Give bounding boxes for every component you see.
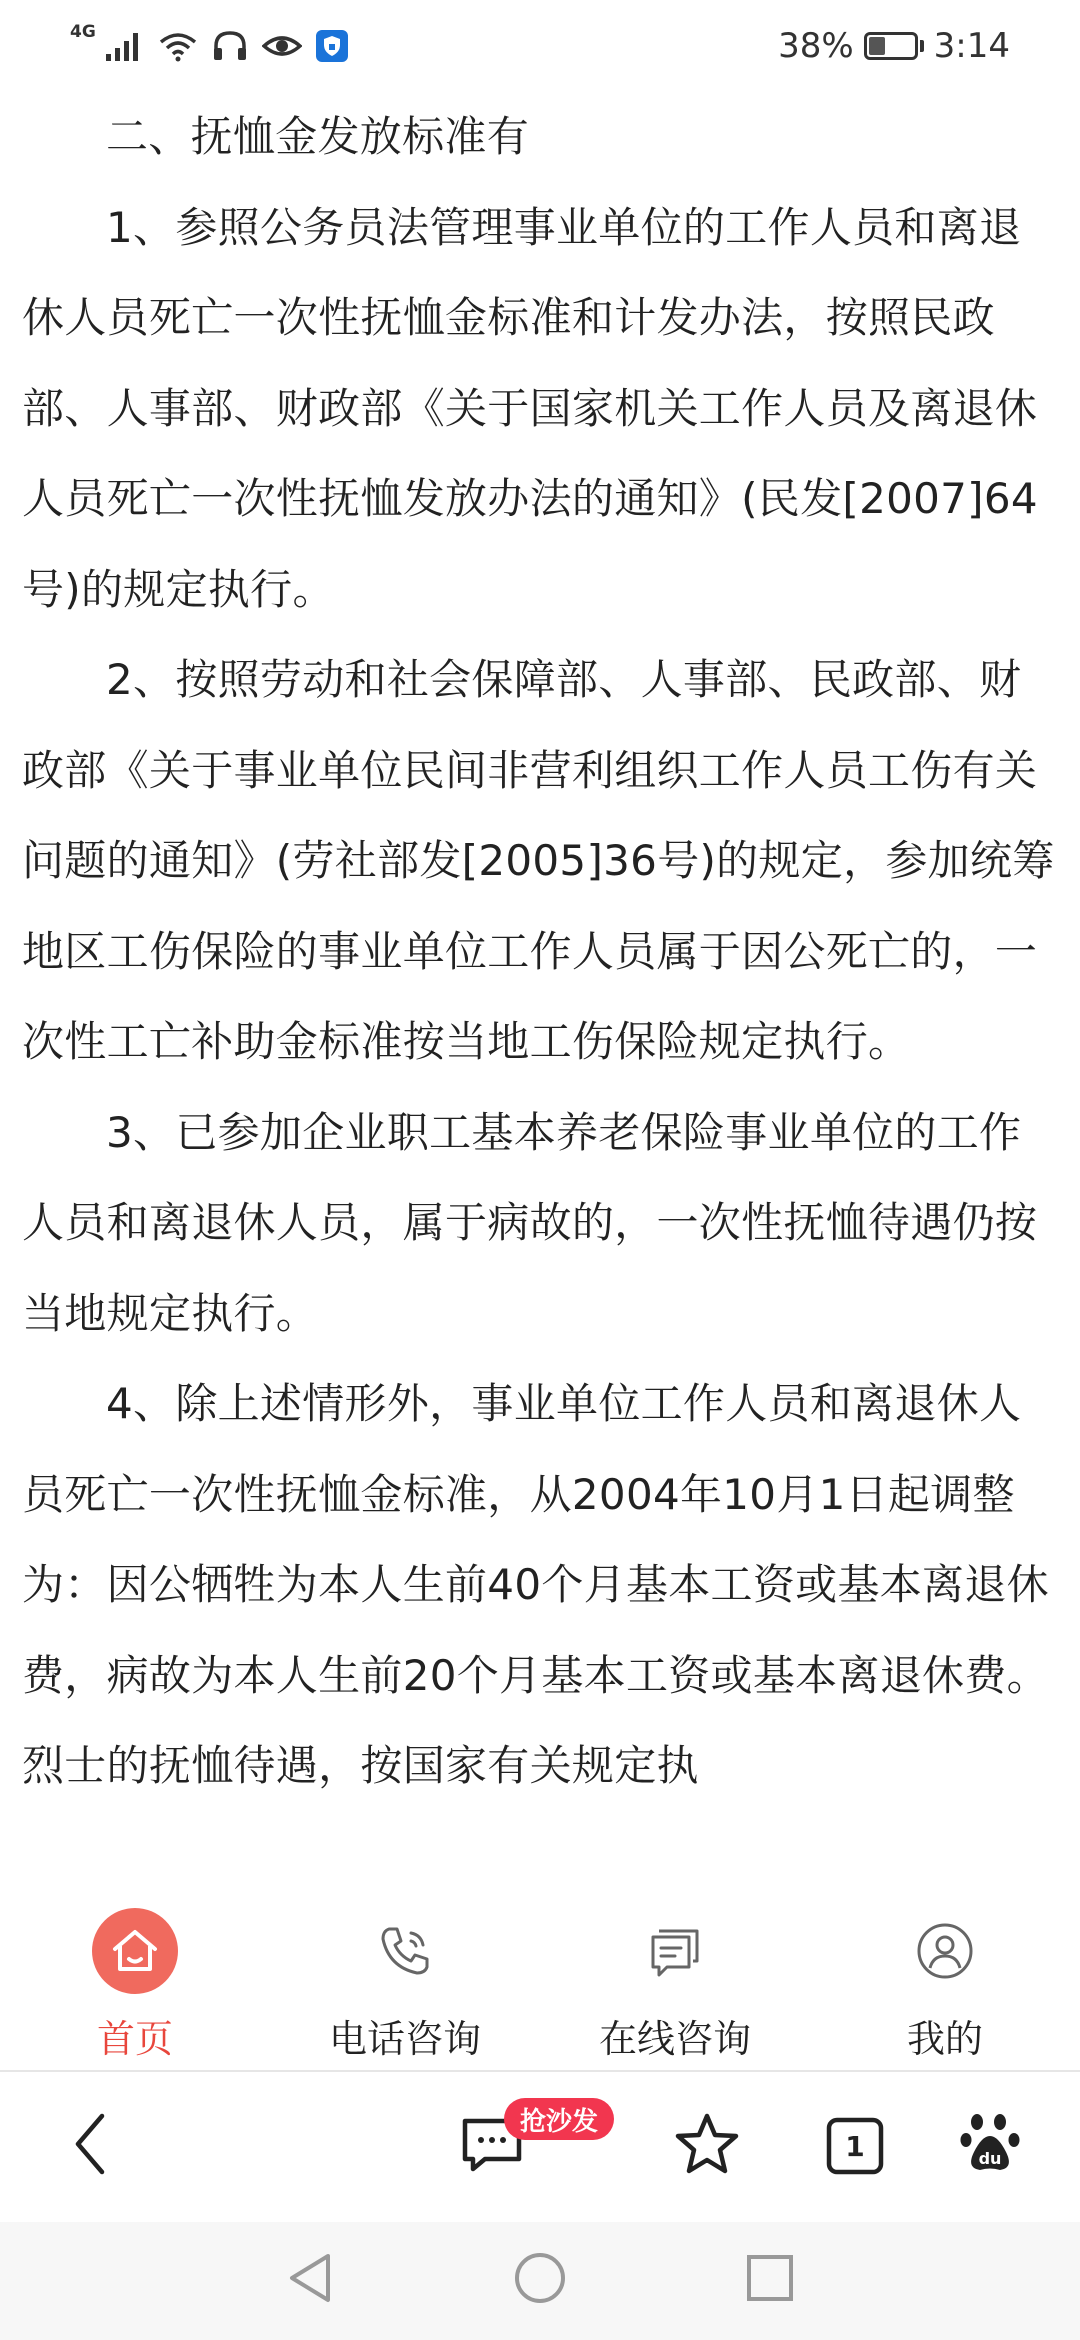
star-icon bbox=[674, 2112, 740, 2180]
tab-home-label: 首页 bbox=[96, 2017, 173, 2061]
battery-percent: 38% bbox=[778, 26, 854, 66]
tab-online-consult-label: 在线咨询 bbox=[598, 2017, 751, 2061]
nav-back-icon bbox=[286, 2252, 334, 2308]
network-type-label: 4G bbox=[70, 22, 96, 42]
article-paragraph-2: 2、按照劳动和社会保障部、人事部、民政部、财政部《关于事业单位民间非营利组织工作人员工伤有关问题的通知》(劳社部发[2005]36号)的规定，参加统筹地区工伤保险的事业单位工作人员属于因公死亡的，一次性工亡补助金标准按当地工伤保险规定执行。 bbox=[22, 655, 1055, 1066]
nav-back-button[interactable] bbox=[280, 2250, 340, 2310]
eye-icon bbox=[262, 30, 302, 62]
headphones-icon bbox=[212, 30, 248, 62]
article-content[interactable] bbox=[0, 92, 1080, 1882]
user-icon bbox=[902, 1908, 988, 1994]
back-icon bbox=[70, 2112, 110, 2180]
article-paragraph-4: 4、除上述情形外，事业单位工作人员和离退休人员死亡一次性抚恤金标准，从2004年10月1日起调整为：因公牺牲为本人生前40个月基本工资或基本离退休费，病故为本人生前20个月基本工资或基本离退休费。烈士的抚恤待遇，按国家有关规定执 bbox=[22, 1379, 1049, 1790]
battery-body bbox=[864, 32, 918, 60]
battery-fill bbox=[869, 37, 886, 55]
wifi-icon bbox=[158, 30, 198, 62]
home-icon bbox=[92, 1908, 178, 1994]
nav-recents-icon bbox=[745, 2253, 795, 2307]
nav-recents-button[interactable] bbox=[740, 2250, 800, 2310]
article-heading: 二、抚恤金发放标准有 bbox=[106, 112, 530, 161]
nav-home-button[interactable] bbox=[510, 2250, 570, 2310]
tab-phone-consult-label: 电话咨询 bbox=[328, 2017, 481, 2061]
baidu-paw-icon bbox=[960, 2112, 1022, 2180]
tab-mine-label: 我的 bbox=[906, 2017, 983, 2061]
tab-mine[interactable] bbox=[810, 1882, 1080, 2070]
battery-tip bbox=[920, 40, 924, 52]
tab-phone-consult[interactable] bbox=[270, 1882, 540, 2070]
article-paragraph-1: 1、参照公务员法管理事业单位的工作人员和离退休人员死亡一次性抚恤金标准和计发办法，按照民政部、人事部、财政部《关于国家机关工作人员及离退休人员死亡一次性抚恤发放办法的通知》(民发[2007]64号)的规定执行。 bbox=[22, 202, 1038, 614]
svg-text:du: du bbox=[978, 2149, 1002, 2168]
status-bar bbox=[0, 0, 1080, 92]
promo-badge[interactable]: 抢沙发 bbox=[504, 2098, 614, 2140]
back-button[interactable] bbox=[60, 2106, 120, 2186]
system-navigation-bar bbox=[0, 2222, 1080, 2340]
favorite-button[interactable] bbox=[672, 2106, 742, 2186]
browser-toolbar bbox=[0, 2072, 1080, 2222]
tab-count: 1 bbox=[845, 2129, 865, 2163]
status-left bbox=[70, 22, 348, 62]
tab-home[interactable] bbox=[0, 1882, 270, 2070]
tab-online-consult[interactable] bbox=[540, 1882, 810, 2070]
baidu-button[interactable] bbox=[958, 2106, 1024, 2186]
battery-icon bbox=[864, 32, 924, 60]
signal-icon bbox=[104, 30, 144, 62]
tabs-icon bbox=[825, 2116, 885, 2176]
article-paragraph-3: 3、已参加企业职工基本养老保险事业单位的工作人员和离退休人员，属于病故的，一次性抚恤待遇仍按当地规定执行。 bbox=[22, 1107, 1038, 1338]
status-right bbox=[778, 26, 1010, 66]
bottom-tab-bar bbox=[0, 1882, 1080, 2072]
nav-home-icon bbox=[513, 2251, 567, 2309]
phone-icon bbox=[362, 1908, 448, 1994]
tabs-button[interactable] bbox=[822, 2106, 888, 2186]
clock-time: 3:14 bbox=[933, 26, 1010, 66]
vpn-shield-icon bbox=[316, 30, 348, 62]
chat-icon bbox=[632, 1908, 718, 1994]
